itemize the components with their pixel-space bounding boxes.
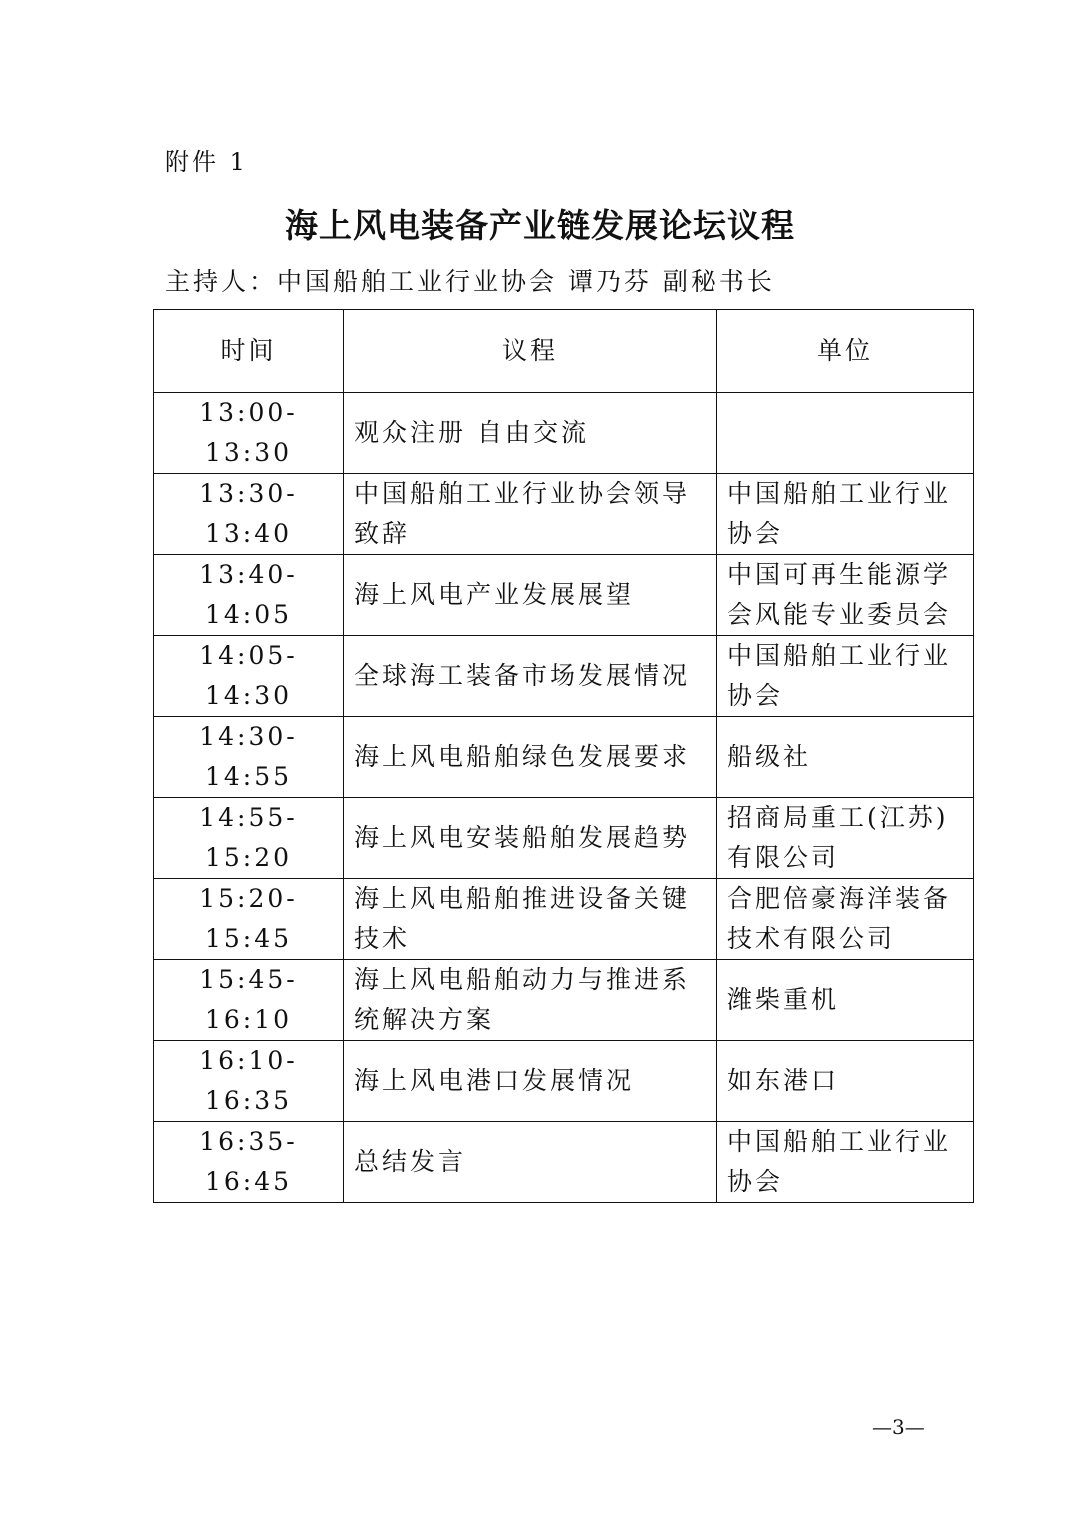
attachment-label: 附件 1 [165,148,248,176]
table-row [154,798,974,879]
header-time: 时间 [154,310,344,393]
time-cell: 16:35-16:45 [154,1122,344,1203]
time-cell: 13:30-13:40 [154,474,344,555]
topic-cell: 海上风电船舶推进设备关键技术 [344,879,717,960]
topic-cell: 海上风电船舶绿色发展要求 [344,717,717,798]
table-row [154,717,974,798]
topic-cell: 全球海工装备市场发展情况 [344,636,717,717]
time-cell: 15:45-16:10 [154,960,344,1041]
table-row [154,636,974,717]
table-row [154,555,974,636]
unit-cell: 中国船舶工业行业协会 [717,636,974,717]
table-row [154,960,974,1041]
time-cell: 14:30-14:55 [154,717,344,798]
topic-cell: 观众注册 自由交流 [344,393,717,474]
unit-cell: 中国可再生能源学会风能专业委员会 [717,555,974,636]
header-unit: 单位 [717,310,974,393]
unit-cell [717,393,974,474]
host-line: 主持人：中国船舶工业行业协会 谭乃芬 副秘书长 [165,267,775,296]
agenda-table [153,309,974,1203]
time-cell: 13:00-13:30 [154,393,344,474]
time-cell: 13:40-14:05 [154,555,344,636]
table-row [154,1041,974,1122]
time-cell: 15:20-15:45 [154,879,344,960]
table-row [154,393,974,474]
unit-cell: 潍柴重机 [717,960,974,1041]
topic-cell: 总结发言 [344,1122,717,1203]
unit-cell: 中国船舶工业行业协会 [717,1122,974,1203]
table-row [154,474,974,555]
unit-cell: 船级社 [717,717,974,798]
time-cell: 16:10-16:35 [154,1041,344,1122]
topic-cell: 海上风电船舶动力与推进系统解决方案 [344,960,717,1041]
unit-cell: 招商局重工(江苏)有限公司 [717,798,974,879]
header-topic: 议程 [344,310,717,393]
topic-cell: 海上风电产业发展展望 [344,555,717,636]
table-row [154,879,974,960]
time-cell: 14:55-15:20 [154,798,344,879]
topic-cell: 海上风电港口发展情况 [344,1041,717,1122]
time-cell: 14:05-14:30 [154,636,344,717]
page-title: 海上风电装备产业链发展论坛议程 [285,206,795,245]
topic-cell: 中国船舶工业行业协会领导致辞 [344,474,717,555]
page-number: —3— [872,1415,925,1439]
unit-cell: 中国船舶工业行业协会 [717,474,974,555]
table-row [154,1122,974,1203]
table-header-row [154,310,974,393]
topic-cell: 海上风电安装船舶发展趋势 [344,798,717,879]
unit-cell: 合肥倍豪海洋装备技术有限公司 [717,879,974,960]
unit-cell: 如东港口 [717,1041,974,1122]
